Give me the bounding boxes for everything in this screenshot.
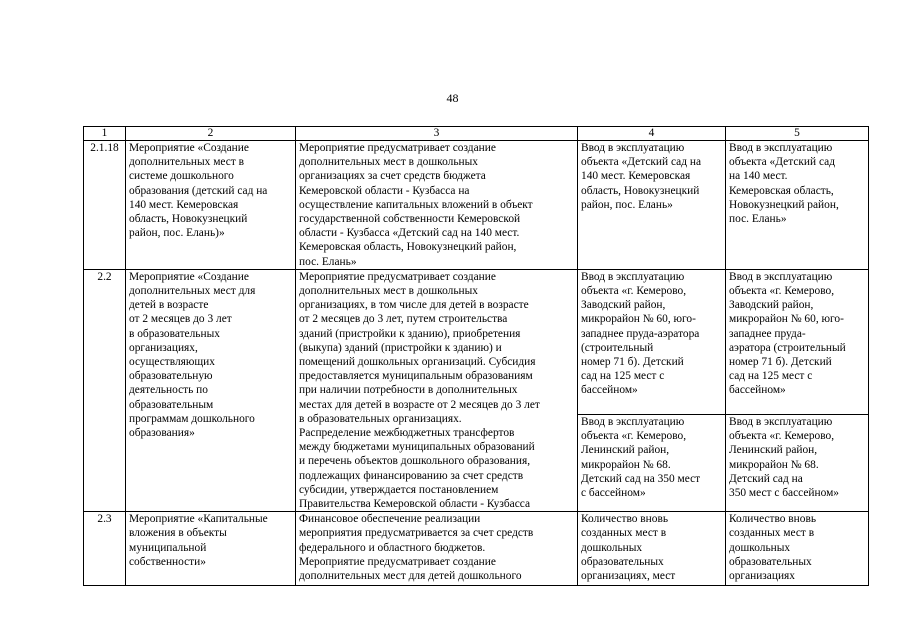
table-header-row xyxy=(84,127,869,141)
column-header: 5 xyxy=(726,127,869,141)
event-name: Мероприятие «Капитальные вложения в объекты муниципальной собственности» xyxy=(129,513,268,568)
row-number: 2.1.18 xyxy=(84,141,126,270)
column-header: 4 xyxy=(578,127,726,141)
indicator-cell: Ввод в эксплуатацию объекта «Детский сад на 140 мест. Кемеровская область, Новокузнецкий район, пос. Елань» xyxy=(578,141,726,270)
measures-table xyxy=(83,126,869,586)
row-number: 2.2 xyxy=(84,269,126,511)
table-row xyxy=(84,141,869,270)
result-cell: Количество вновь созданных мест в дошкольных образовательных организациях xyxy=(729,513,817,583)
table-row xyxy=(84,512,869,586)
column-header: 1 xyxy=(84,127,126,141)
indicator-cell: Ввод в эксплуатацию объекта «г. Кемерово, Заводский район, микрорайон № 60, юго- западнее пруда-аэратора (строительный номер 71 б). Детский сад на 125 мест с бассейном» xyxy=(578,269,726,414)
event-name: Мероприятие «Создание дополнительных мест в системе дошкольного образования (детский сад на 140 мест. Кемеровская область, Новокузнецкий район, пос. Елань)» xyxy=(126,141,296,270)
result-cell: Ввод в эксплуатацию объекта «г. Кемерово, Ленинский район, микрорайон № 68. Детский сад на 350 мест с бассейном» xyxy=(726,415,869,512)
row-number: 2.3 xyxy=(97,513,112,526)
event-description: Мероприятие предусматривает создание дополнительных мест в дошкольных организациях за счет средств бюджета Кемеровской области - Кузбасса на осуществление капитальных вложений в объект государственной собственности Кемеровской области - Кузбасса «Детский сад на 140 мест. Кемеровская область, Новокузнецкий район, пос. Елань» xyxy=(296,141,578,270)
table-row xyxy=(84,269,869,414)
column-header: 2 xyxy=(126,127,296,141)
event-description: Финансовое обеспечение реализации мероприятия предусматривается за счет средств федерального и областного бюджетов. Мероприятие предусматривает создание дополнительных мест для детей дошкольного xyxy=(299,513,534,583)
column-header: 3 xyxy=(296,127,578,141)
page-number: 48 xyxy=(446,91,459,105)
event-name: Мероприятие «Создание дополнительных мест для детей в возрасте от 2 месяцев до 3 лет в образовательных организациях, осуществляющих образовательную деятельность по образовательным программам дошкольного образования» xyxy=(126,269,296,511)
result-cell: Ввод в эксплуатацию объекта «Детский сад на 140 мест. Кемеровская область, Новокузнецкий район, пос. Елань» xyxy=(726,141,869,270)
indicator-cell: Ввод в эксплуатацию объекта «г. Кемерово, Ленинский район, микрорайон № 68. Детский сад на 350 мест с бассейном» xyxy=(578,415,726,512)
result-cell: Ввод в эксплуатацию объекта «г. Кемерово, Заводский район, микрорайон № 60, юго- западнее пруда- аэратора (строительный номер 71 б). Детский сад на 125 мест с бассейном» xyxy=(726,269,869,414)
event-description: Мероприятие предусматривает создание дополнительных мест в дошкольных организациях, в том числе для детей в возрасте от 2 месяцев до 3 лет, путем строительства зданий (пристройки к зданию), приобретения (выкупа) зданий (пристройки к зданию) и помещений дошкольных организаций. Субсидия предоставляется муниципальным образованиям при наличии потребности в дополнительных местах для детей в возрасте от 2 месяцев до 3 лет в образовательных организациях. Распределение межбюджетных трансфертов между бюджетами муниципальных образований и перечень объектов дошкольного образования, подлежащих финансированию за счет средств субсидии, утверждается постановлением Правительства Кемеровской области - Кузбасса xyxy=(296,269,578,511)
indicator-cell: Количество вновь созданных мест в дошкольных образовательных организациях, мест xyxy=(581,513,676,583)
